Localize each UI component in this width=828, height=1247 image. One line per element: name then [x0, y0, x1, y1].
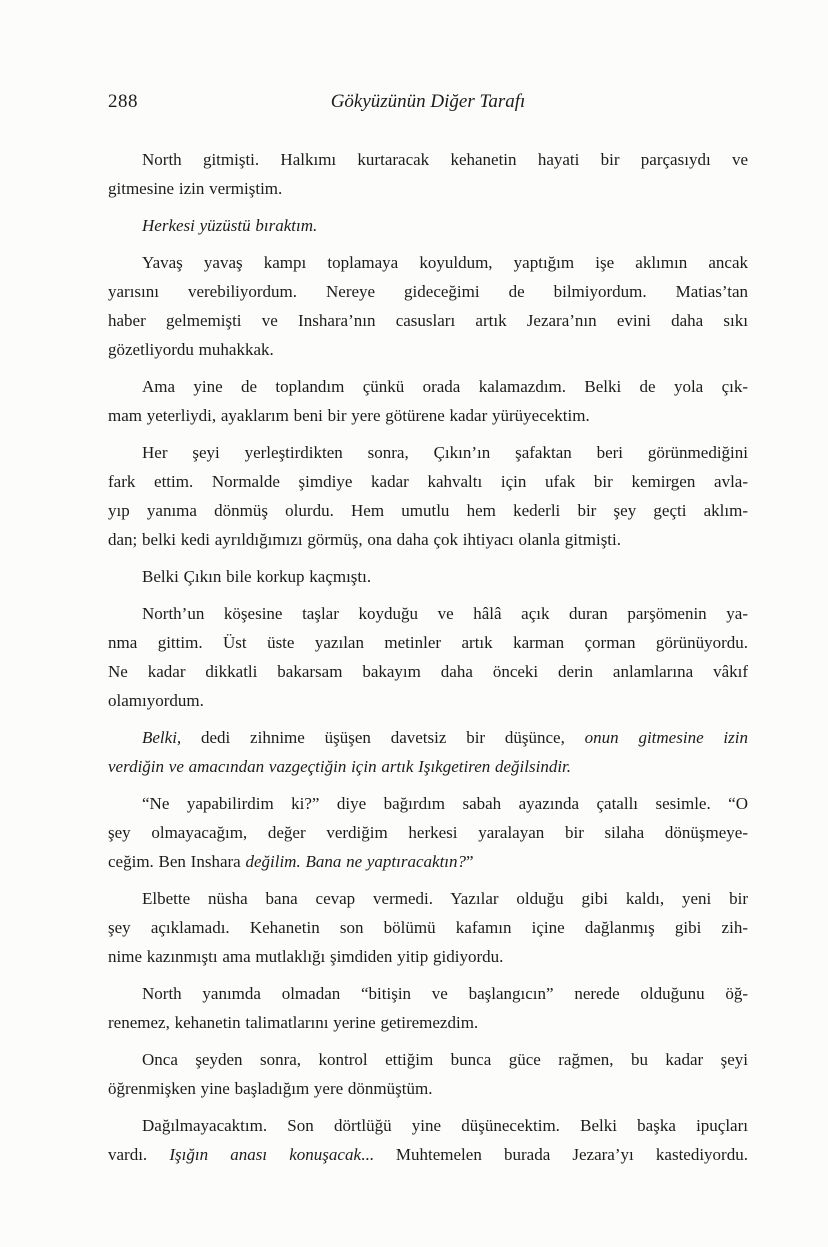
text-line [108, 277, 748, 306]
text-line [108, 1074, 748, 1103]
text-run: Elbette nüsha bana cevap vermedi. Yazılar olduğu gibi kaldı, yeni bir [142, 889, 748, 908]
text-block [108, 145, 748, 1177]
text-run: gözetliyordu muhakkak. [108, 340, 274, 359]
text-line [108, 979, 748, 1008]
text-run: Onca şeyden sonra, kontrol ettiğim bunca güce rağmen, bu kadar şeyi [142, 1050, 748, 1069]
text-line [108, 628, 748, 657]
text-run: şey açıklamadı. Kehanetin son bölümü kafamın içine dağlanmış gibi zih- [108, 918, 748, 937]
text-run: ” [466, 852, 474, 871]
text-run: nma gittim. Üst üste yazılan metinler artık karman çorman görünüyordu. [108, 633, 748, 652]
text-run: mam yeterliydi, ayaklarım beni bir yere götürene kadar yürüyecektim. [108, 406, 590, 425]
text-run: ceğim. Ben Inshara [108, 852, 246, 871]
paragraph [108, 211, 748, 240]
italic-text-run: değilim. Bana ne yaptıracaktın? [245, 852, 467, 871]
text-line [108, 723, 748, 752]
paragraph [108, 599, 748, 715]
paragraph [108, 723, 748, 781]
page-number: 288 [108, 91, 138, 112]
text-run: Ama yine de toplandım çünkü orada kalamazdım. Belki de yola çık- [142, 377, 748, 396]
italic-text-run: onun gitmesine izin [584, 728, 748, 747]
paragraph [108, 789, 748, 876]
paragraph [108, 372, 748, 430]
text-run: Her şeyi yerleştirdikten sonra, Çıkın’ın şafaktan beri görünmediğini [142, 443, 748, 462]
paragraph [108, 884, 748, 971]
text-line [108, 438, 748, 467]
text-line [108, 248, 748, 277]
text-line [108, 599, 748, 628]
text-run: North yanımda olmadan “bitişin ve başlangıcın” nerede olduğunu öğ- [142, 984, 748, 1003]
text-line [108, 913, 748, 942]
text-run: Yavaş yavaş kampı toplamaya koyuldum, yaptığım işe aklımın ancak [142, 253, 748, 272]
text-run: “Ne yapabilirdim ki?” diye bağırdım sabah ayazında çatallı sesimle. “O [142, 794, 748, 813]
text-run: şey olmayacağım, değer verdiğim herkesi yaralayan bir silaha dönüşmeye- [108, 823, 748, 842]
running-title: Gökyüzünün Diğer Tarafı [330, 91, 526, 112]
page-header [108, 90, 748, 116]
text-run: olamıyordum. [108, 691, 204, 710]
paragraph [108, 562, 748, 591]
text-line [108, 496, 748, 525]
text-line [108, 789, 748, 818]
text-run: yıp yanıma dönmüş olurdu. Hem umutlu hem kederli bir şey geçti aklım- [108, 501, 748, 520]
italic-text-run: Belki, [142, 728, 182, 747]
text-line [108, 1045, 748, 1074]
text-run: renemez, kehanetin talimatlarını yerine getiremezdim. [108, 1013, 479, 1032]
text-run: North’un köşesine taşlar koyduğu ve hâlâ açık duran parşömenin ya- [142, 604, 748, 623]
paragraph [108, 145, 748, 203]
text-run: nime kazınmıştı ama mutlaklığı şimdiden yitip gidiyordu. [108, 947, 504, 966]
text-line [108, 372, 748, 401]
text-line [108, 686, 748, 715]
text-line [108, 211, 748, 240]
paragraph [108, 248, 748, 364]
paragraph [108, 1045, 748, 1103]
text-line [108, 145, 748, 174]
text-line [108, 467, 748, 496]
paragraph [108, 979, 748, 1037]
text-line [108, 1140, 748, 1169]
text-line [108, 174, 748, 203]
text-line [108, 752, 748, 781]
text-line [108, 657, 748, 686]
text-run: haber gelmemişti ve Inshara’nın casusları artık Jezara’nın evini daha sıkı [108, 311, 748, 330]
text-line [108, 847, 748, 876]
paragraph [108, 438, 748, 554]
text-run: Dağılmayacaktım. Son dörtlüğü yine düşünecektim. Belki başka ipuçları [142, 1116, 748, 1135]
italic-text-run: Işığın anası konuşacak [169, 1145, 361, 1164]
text-line [108, 818, 748, 847]
text-run: fark ettim. Normalde şimdiye kadar kahvaltı için ufak bir kemirgen avla- [108, 472, 748, 491]
text-line [108, 335, 748, 364]
text-run: dedi zihnime üşüşen davetsiz bir düşünce, [181, 728, 585, 747]
italic-text-run: Herkesi yüzüstü bıraktım. [142, 216, 318, 235]
text-run: yarısını verebiliyordum. Nereye gideceğimi de bilmiyordum. Matias’tan [108, 282, 748, 301]
italic-text-run: verdiğin ve amacından vazgeçtiğin için artık Işıkgetiren değilsindir. [108, 757, 572, 776]
text-run: North gitmişti. Halkımı kurtaracak kehanetin hayati bir parçasıydı ve [142, 150, 748, 169]
text-line [108, 306, 748, 335]
text-run: öğrenmişken yine başladığım yere dönmüştüm. [108, 1079, 433, 1098]
text-line [108, 884, 748, 913]
text-run: vardı. [108, 1145, 170, 1164]
text-run: dan; belki kedi ayrıldığımızı görmüş, ona daha çok ihtiyacı olanla gitmişti. [108, 530, 621, 549]
text-line [108, 562, 748, 591]
text-line [108, 1111, 748, 1140]
text-line [108, 942, 748, 971]
text-run: Ne kadar dikkatli bakarsam bakayım daha önceki derin anlamlarına vâkıf [108, 662, 748, 681]
text-line [108, 1008, 748, 1037]
paragraph [108, 1111, 748, 1169]
text-line [108, 525, 748, 554]
text-run: gitmesine izin vermiştim. [108, 179, 283, 198]
text-line [108, 401, 748, 430]
text-run: ... Muhtemelen burada Jezara’yı kastediyordu. [360, 1145, 748, 1164]
text-run: Belki Çıkın bile korkup kaçmıştı. [142, 567, 372, 586]
